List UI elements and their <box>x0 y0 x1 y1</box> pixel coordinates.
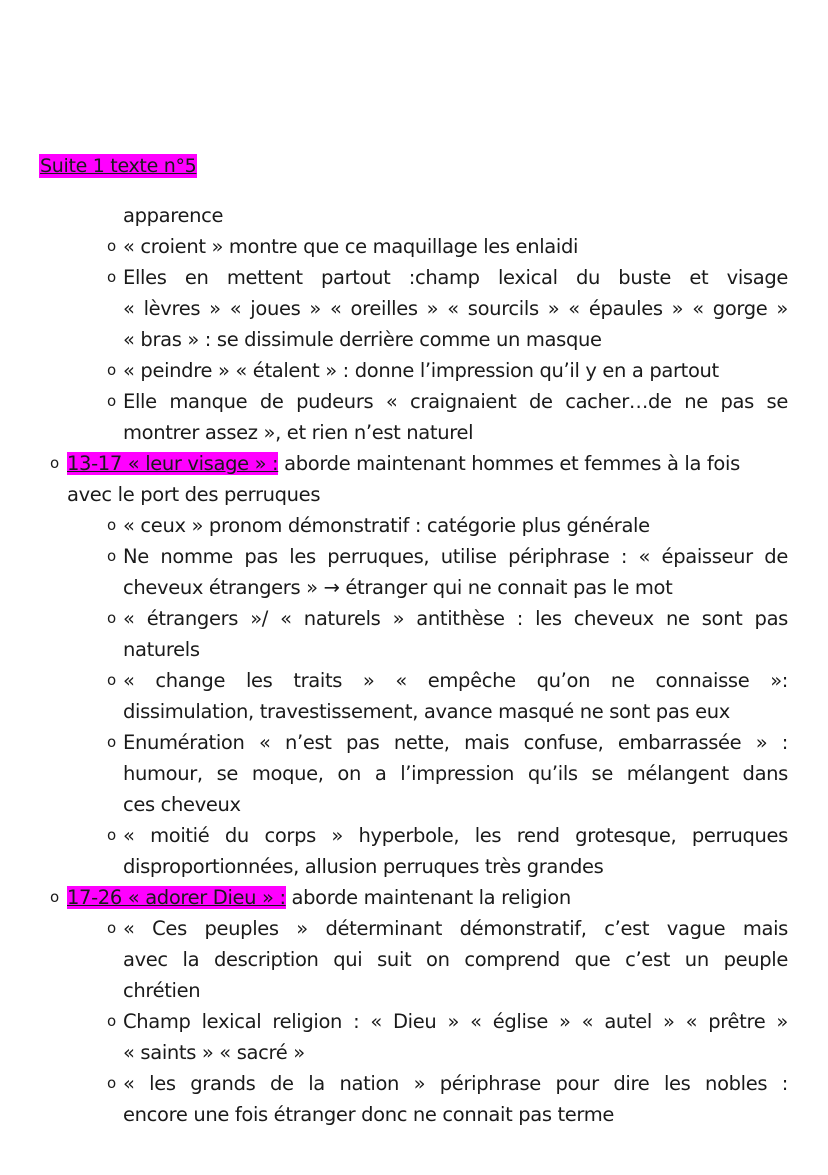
bullet-marker: o <box>50 888 59 906</box>
text-line: Champ lexical religion : « Dieu » « église » « autel » « prêtre » <box>123 1010 788 1033</box>
text-line: « étrangers »/ « naturels » antithèse : les cheveux ne sont pas <box>123 607 788 630</box>
text-line: avec le port des perruques <box>67 483 321 506</box>
text-line: naturels <box>123 638 200 661</box>
bullet-marker: o <box>107 268 116 286</box>
text-line: « bras » : se dissimule derrière comme un masque <box>123 328 602 351</box>
text-line: Elles en mettent partout :champ lexical du buste et visage <box>123 266 788 289</box>
bullet-marker: o <box>107 392 116 410</box>
bullet-marker: o <box>107 1012 116 1030</box>
bullet-marker: o <box>50 454 59 472</box>
text-line: Ne nomme pas les perruques, utilise périphrase : « épaisseur de <box>123 545 788 568</box>
text-line: « change les traits » « empêche qu’on ne connaisse »: <box>123 669 788 692</box>
text-line: apparence <box>123 204 224 227</box>
text-line: chrétien <box>123 979 201 1002</box>
bullet-marker: o <box>107 671 116 689</box>
text-line: « moitié du corps » hyperbole, les rend grotesque, perruques <box>123 824 788 847</box>
highlighted-reference: 17-26 « adorer Dieu » : <box>67 886 286 909</box>
bullet-marker: o <box>107 1074 116 1092</box>
bullet-marker: o <box>107 237 116 255</box>
text-line <box>67 448 788 479</box>
text-line: « croient » montre que ce maquillage les enlaidi <box>123 235 579 258</box>
text-line: ces cheveux <box>123 793 241 816</box>
text-line: dissimulation, travestissement, avance masqué ne sont pas eux <box>123 700 730 723</box>
text-line: humour, se moque, on a l’impression qu’ils se mélangent dans <box>123 762 788 785</box>
bullet-marker: o <box>107 516 116 534</box>
bullet-marker: o <box>107 547 116 565</box>
text-line: avec la description qui suit on comprend que c’est un peuple <box>123 948 788 971</box>
text-line: cheveux étrangers » → étranger qui ne connait pas le mot <box>123 576 673 599</box>
text-line: disproportionnées, allusion perruques très grandes <box>123 855 604 878</box>
text-span: aborde maintenant hommes et femmes à la fois <box>278 452 740 475</box>
text-line: « lèvres » « joues » « oreilles » « sourcils » « épaules » « gorge » <box>123 297 788 320</box>
text-line: Enumération « n’est pas nette, mais confuse, embarrassée » : <box>123 731 788 754</box>
bullet-marker: o <box>107 733 116 751</box>
text-line: « les grands de la nation » périphrase pour dire les nobles : <box>123 1072 788 1095</box>
highlighted-reference: 13-17 « leur visage » : <box>67 452 279 475</box>
text-line: Elle manque de pudeurs « craignaient de cacher…de ne pas se <box>123 390 788 413</box>
text-line: « saints » « sacré » <box>123 1041 305 1064</box>
text-line <box>67 882 788 913</box>
text-line: encore une fois étranger donc ne connait pas terme <box>123 1103 615 1126</box>
bullet-marker: o <box>107 826 116 844</box>
text-line: « Ces peuples » déterminant démonstratif, c’est vague mais <box>123 917 788 940</box>
text-span: aborde maintenant la religion <box>285 886 571 909</box>
bullet-marker: o <box>107 361 116 379</box>
bullet-marker: o <box>107 919 116 937</box>
bullet-marker: o <box>107 609 116 627</box>
text-line: montrer assez », et rien n’est naturel <box>123 421 474 444</box>
text-line: « peindre » « étalent » : donne l’impression qu’il y en a partout <box>123 359 719 382</box>
section-title: Suite 1 texte n°5 <box>40 155 197 177</box>
text-line: « ceux » pronom démonstratif : catégorie plus générale <box>123 514 650 537</box>
